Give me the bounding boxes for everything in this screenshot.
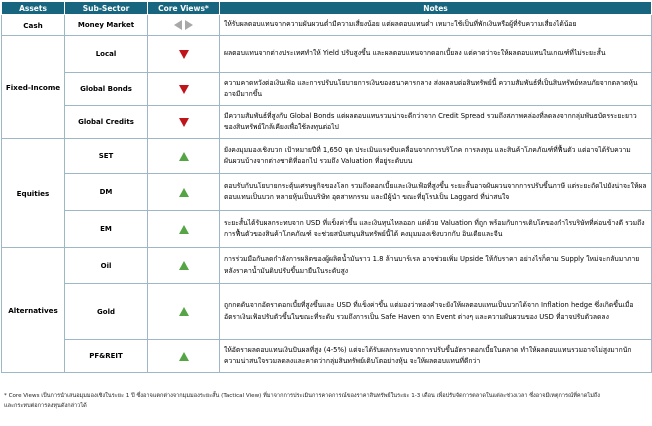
note-pf-reit: ให้อัตราผลตอบแทนเงินปันผลที่สูง (4-5%) แต่จะได้รับผลกระทบจากการปรับขึ้นอัตราดอกเบี้ยในตลาด ทำให้ผลตอบแทนรวมอาจไม่สูงมากนัก ความน่าสนใจรวมลดลงและคาดว่ากลุ่มสินทรัพย์เติบโตอย่างหุ้น จะให้ผลตอบแทนที่ดีกว่า: [220, 340, 652, 373]
sub-oil: Oil: [65, 248, 148, 284]
header-assets: Assets: [2, 2, 65, 15]
asset-fixed-income: Fixed-Income: [2, 36, 65, 139]
sub-money-market: Money Market: [65, 15, 148, 36]
view-cell-gold: [148, 284, 220, 340]
view-cell-set: [148, 139, 220, 174]
row-global-credits: [2, 106, 652, 139]
note-em: ระยะสั้นได้รับผลกระทบจาก USD ที่แข็งค่าขึ้น และเงินทุนไหลออก แต่ด้วย Valuation ที่ถูก พร้อมกับการเติบโตของกำไรบริษัทที่ค่อนข้างดี รวมถึงการฟื้นตัวของสินค้าโภคภัณฑ์ จะช่วยสนับสนุนสินทรัพย์นี้ได้ คงมุมมองเชิงบวกกับ อินเดียและจีน: [220, 211, 652, 248]
row-dm: [2, 174, 652, 211]
header-core-views: Core Views*: [148, 2, 220, 15]
view-cell-pf-reit: [148, 340, 220, 373]
note-dm: ตอบรับกับนโยบายกระตุ้นเศรษฐกิจของโลก รวมถึงดอกเบี้ยและเงินเฟ้อที่สูงขึ้น ระยะสั้นอาจผันผวนจากการปรับขึ้นภาษี แต่ระยะถัดไปยังน่าจะให้ผลตอบแทนเป็นบวก หลายหุ้นเป็นบริษัท อุตสาหกรรม และมีผู้นำ ขณะที่ยุโรปเป็น Laggard ที่น่าสนใจ: [220, 174, 652, 211]
sub-dm: DM: [65, 174, 148, 211]
sub-local: Local: [65, 36, 148, 73]
asset-equities: Equities: [2, 139, 65, 248]
header-notes: Notes: [220, 2, 652, 15]
row-em: [2, 211, 652, 248]
view-cell-em: [148, 211, 220, 248]
note-local: ผลตอบแทนจากต่างประเทศทำให้ Yield ปรับสูงขึ้น และผลตอบแทนจากดอกเบี้ยลง แต่คาดว่าจะให้ผลตอบแทนในเกณฑ์ที่ไม่ระยะสั้น: [220, 36, 652, 73]
triangle-up-icon: [179, 352, 189, 361]
triangle-up-icon: [179, 188, 189, 197]
view-cell-oil: [148, 248, 220, 284]
triangle-up-icon: [179, 307, 189, 316]
row-equities-set: [2, 139, 652, 174]
sub-global-bonds: Global Bonds: [65, 73, 148, 106]
view-cell-dm: [148, 174, 220, 211]
row-alternatives-oil: [2, 248, 652, 284]
row-pf-reit: [2, 340, 652, 373]
view-cell-local: [148, 36, 220, 73]
sub-em: EM: [65, 211, 148, 248]
row-fixed-income-local: [2, 36, 652, 73]
view-neutral-icon: [148, 15, 220, 36]
sub-global-credits: Global Credits: [65, 106, 148, 139]
note-global-credits: มีความสัมพันธ์ที่สูงกับ Global Bonds แต่ผลตอบแทนรวมน่าจะดีกว่าจาก Credit Spread รวมถึงสภาพคล่องที่ลดลงจากกลุ่มพันธบัตรระยะยาวของสินทรัพย์ใกล้เคียงเพื่อใช้ลงทุนต่อไป: [220, 106, 652, 139]
row-global-bonds: [2, 73, 652, 106]
view-cell-global-credits: [148, 106, 220, 139]
view-cell-global-bonds: [148, 73, 220, 106]
header-row: [2, 2, 652, 15]
sub-set: SET: [65, 139, 148, 174]
asset-cash: Cash: [2, 15, 65, 36]
note-global-bonds: ความคาดหวังต่อเงินเฟ้อ และการปรับนโยบายการเงินของธนาคารกลาง ส่งผลลบต่อสินทรัพย์นี้ ความสัมพันธ์ที่เป็นสินทรัพย์หลบภัยจากตลาดหุ้นอาจมีมากขึ้น: [220, 73, 652, 106]
triangle-down-icon: [179, 50, 189, 59]
row-cash-money-market: [2, 15, 652, 36]
triangle-down-icon: [179, 85, 189, 94]
row-gold: [2, 284, 652, 340]
sub-gold: Gold: [65, 284, 148, 340]
triangle-down-icon: [179, 118, 189, 127]
header-sub-sector: Sub-Sector: [65, 2, 148, 15]
sub-pf-reit: PF&REIT: [65, 340, 148, 373]
triangle-up-icon: [179, 152, 189, 161]
note-money-market: ให้รับผลตอบแทนจากความผันผวนต่ำมีความเสี่ยงน้อย แต่ผลตอบแทนต่ำ เหมาะใช้เป็นที่พักเงินหรือผู้ที่รับความเสี่ยงได้น้อย: [220, 15, 652, 36]
arrow-right-icon: [185, 20, 193, 30]
triangle-up-icon: [179, 261, 189, 270]
note-gold: ถูกกดดันจากอัตราดอกเบี้ยที่สูงขึ้นและ USD ที่แข็งค่าขึ้น แต่มองว่าทองคำจะยังให้ผลตอบแทนเป็นบวกได้จาก Inflation hedge ซึ่งเกิดขึ้นเมื่ออัตราเงินเฟ้อปรับตัวขึ้นในขณะที่ระดับ รวมถึงการเป็น Safe Haven จาก Event ต่างๆ และความผันผวนของ USD ที่อาจปรับตัวลดลง: [220, 284, 652, 340]
note-oil: การร่วมมือกันลดกำลังการผลิตของผู้ผลิตน้ำมันราว 1.8 ล้านบาร์เรล อาจช่วยเพิ่ม Upside ให้กับราคา อย่างไรก็ตาม Supply ใหม่จะกลับมาภายหลังราคาน้ำมันดิบปรับขึ้นมายืนในระดับสูง: [220, 248, 652, 284]
arrow-left-icon: [174, 20, 182, 30]
triangle-up-icon: [179, 225, 189, 234]
footnote: * Core Views เป็นการนำเสนอมุมมองเชิงในระยะ 1 ปี ซึ่งอาจแตกต่างจากมุมมองระยะสั้น (Tactical View) ที่มาจากการประเมินการคาดการณ์ของราคาสินทรัพย์ในระยะ 1-3 เดือน เพื่อปรับจัดการตลาดในแต่ละช่วงเวลา ซึ่งอาจมีเหตุการณ์ที่คาดไม่ถึงและกระทบต่อการลงทุนดังกล่าวได้: [4, 393, 601, 409]
note-set: ยังคงมุมมองเชิงบวก เป้าหมายปีที่ 1,650 จุด ประเมินแรงขับเคลื่อนจากการบริโภค การลงทุน และสินค้าโภคภัณฑ์ที่ฟื้นตัว แต่อาจได้รับความผันผวนบ้างจากต่างชาติที่ออกไป รวมถึง Valuation ที่อยู่ระดับบน: [220, 139, 652, 174]
asset-allocation-table: [1, 1, 652, 373]
asset-alternatives: Alternatives: [2, 248, 65, 373]
